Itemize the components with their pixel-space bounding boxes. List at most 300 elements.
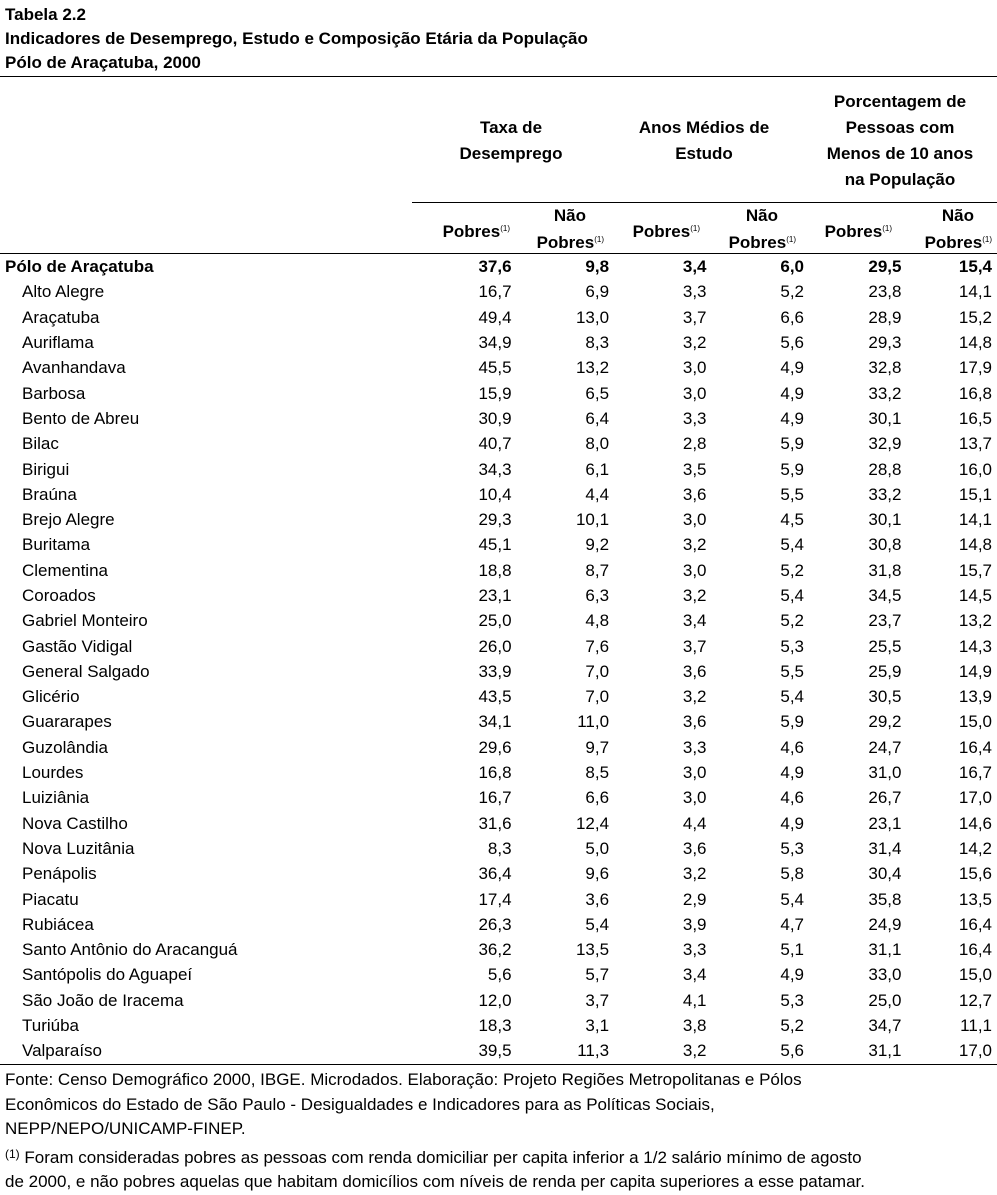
value-cell: 5,1 <box>780 940 804 960</box>
table-row <box>0 684 997 709</box>
value-cell: 3,2 <box>682 864 707 884</box>
footnote-line-2: de 2000, e não pobres aquelas que habitam domicílios com níveis de renda per capita superiores a esse patamar. <box>5 1172 865 1191</box>
subheader-nonpoor-2-line-1: Não <box>745 206 778 225</box>
value-cell: 34,9 <box>478 333 512 353</box>
table-row <box>0 785 997 810</box>
value-cell: 3,7 <box>682 636 707 656</box>
municipality-name: Bento de Abreu <box>22 408 140 428</box>
value-cell: 24,7 <box>868 737 902 757</box>
value-cell: 11,0 <box>577 712 610 732</box>
municipality-name: Lourdes <box>22 763 84 783</box>
value-cell: 3,4 <box>682 965 707 985</box>
municipality-name: Bilac <box>22 434 59 454</box>
value-cell: 15,2 <box>958 307 992 327</box>
value-cell: 3,2 <box>682 687 707 707</box>
subheader-nonpoor-1-line-1: Não <box>553 206 586 225</box>
table-row <box>0 988 997 1013</box>
source-line-1: Fonte: Censo Demográfico 2000, IBGE. Microdados. Elaboração: Projeto Regiões Metropolitanas e Pólos <box>5 1070 802 1089</box>
table-row <box>0 456 997 481</box>
subheader-nonpoor-3-line-2: Pobres <box>924 233 983 252</box>
header-under-ten-line-2: Pessoas com <box>845 118 955 137</box>
value-cell: 16,0 <box>958 459 992 479</box>
value-cell: 25,0 <box>868 990 902 1010</box>
value-cell: 7,6 <box>585 636 610 656</box>
municipality-name: Turiúba <box>22 1016 80 1036</box>
table-row <box>0 406 997 431</box>
value-cell: 28,9 <box>868 307 902 327</box>
value-cell: 5,6 <box>780 333 804 353</box>
municipality-name: Barbosa <box>22 383 86 403</box>
value-cell: 3,0 <box>682 560 707 580</box>
value-cell: 5,5 <box>780 661 804 681</box>
value-cell: 29,6 <box>478 737 512 757</box>
municipality-name: Braúna <box>22 484 77 504</box>
value-cell: 3,6 <box>682 712 707 732</box>
value-cell: 34,7 <box>868 1016 902 1036</box>
municipality-name: São João de Iracema <box>22 990 184 1010</box>
municipality-name: Alto Alegre <box>22 282 105 302</box>
value-cell: 30,8 <box>868 535 902 555</box>
value-cell: 5,2 <box>780 1016 804 1036</box>
table-footer <box>5 1068 865 1195</box>
municipality-name: Santópolis do Aguapeí <box>22 965 193 985</box>
table-row <box>0 811 997 836</box>
value-cell: 9,2 <box>585 535 610 555</box>
footnote-mark: (1) <box>982 235 992 244</box>
value-cell: 8,0 <box>585 434 610 454</box>
value-cell: 5,9 <box>780 434 804 454</box>
value-cell: 7,0 <box>585 687 610 707</box>
value-cell: 16,7 <box>478 282 512 302</box>
value-cell: 45,5 <box>478 358 512 378</box>
municipality-name: Valparaíso <box>22 1041 103 1061</box>
municipality-name: Birigui <box>22 459 70 479</box>
value-cell: 5,7 <box>585 965 610 985</box>
table-row <box>0 861 997 886</box>
footnote-line-1 <box>5 1142 865 1171</box>
value-cell: 9,7 <box>585 737 610 757</box>
municipality-name: Brejo Alegre <box>22 510 115 530</box>
value-cell: 5,4 <box>780 687 804 707</box>
header-under-ten <box>806 89 994 193</box>
value-cell: 5,5 <box>780 484 804 504</box>
value-cell: 16,5 <box>958 408 992 428</box>
value-cell: 16,7 <box>478 788 512 808</box>
table-row <box>0 558 997 583</box>
value-cell: 34,1 <box>478 712 512 732</box>
value-cell: 39,5 <box>478 1041 512 1061</box>
table-row <box>0 507 997 532</box>
value-cell: 3,0 <box>682 763 707 783</box>
table-row <box>0 1038 997 1063</box>
value-cell: 3,8 <box>682 1016 707 1036</box>
table-row <box>0 633 997 658</box>
value-cell: 4,8 <box>585 611 610 631</box>
value-cell: 31,1 <box>868 1041 902 1061</box>
table-row <box>0 709 997 734</box>
value-cell: 33,9 <box>478 661 512 681</box>
value-cell: 4,4 <box>682 813 707 833</box>
footnote-mark: (1) <box>500 224 510 233</box>
value-cell: 3,2 <box>682 1041 707 1061</box>
value-cell: 14,5 <box>958 586 992 605</box>
table-row <box>0 305 997 330</box>
value-cell: 5,2 <box>780 560 804 580</box>
table-row <box>0 659 997 684</box>
value-cell: 6,3 <box>585 586 610 605</box>
municipality-name: Pólo de Araçatuba <box>5 257 154 277</box>
value-cell: 4,9 <box>780 965 804 985</box>
value-cell: 4,9 <box>780 358 804 378</box>
value-cell: 3,0 <box>682 788 707 808</box>
header-under-ten-line-3: Menos de 10 anos <box>826 144 974 163</box>
header-unemployment <box>418 115 604 167</box>
municipality-name: Nova Luzitânia <box>22 838 135 858</box>
source-line-3: NEPP/NEPO/UNICAMP-FINEP. <box>5 1119 246 1138</box>
table-row <box>0 912 997 937</box>
value-cell: 17,9 <box>958 358 992 378</box>
value-cell: 13,9 <box>958 687 992 707</box>
value-cell: 14,8 <box>958 535 992 555</box>
data-table <box>0 254 997 1064</box>
data-table-body <box>0 254 997 1064</box>
header-unemployment-line-2: Desemprego <box>459 144 563 163</box>
value-cell: 16,8 <box>958 383 992 403</box>
value-cell: 3,1 <box>585 1016 610 1036</box>
value-cell: 3,3 <box>682 940 707 960</box>
value-cell: 4,9 <box>780 813 804 833</box>
value-cell: 16,4 <box>958 914 992 934</box>
group-header-rule <box>412 202 997 203</box>
table-bottom-rule <box>0 1064 997 1065</box>
value-cell: 6,4 <box>585 408 610 428</box>
table-row <box>0 482 997 507</box>
value-cell: 3,2 <box>682 586 707 605</box>
value-cell: 6,6 <box>780 307 804 327</box>
value-cell: 15,1 <box>958 484 992 504</box>
value-cell: 15,4 <box>958 257 992 277</box>
municipality-name: Clementina <box>22 560 108 580</box>
municipality-name: Santo Antônio do Aracanguá <box>22 940 238 960</box>
value-cell: 3,5 <box>682 459 707 479</box>
value-cell: 31,1 <box>868 940 902 960</box>
value-cell: 2,8 <box>682 434 707 454</box>
value-cell: 30,1 <box>868 510 902 530</box>
value-cell: 33,0 <box>868 965 902 985</box>
value-cell: 12,0 <box>478 990 512 1010</box>
title-line-1: Tabela 2.2 <box>5 5 86 24</box>
value-cell: 28,8 <box>868 459 902 479</box>
value-cell: 26,3 <box>478 914 512 934</box>
value-cell: 8,7 <box>585 560 610 580</box>
value-cell: 30,4 <box>868 864 902 884</box>
value-cell: 3,4 <box>682 611 707 631</box>
municipality-name: Luiziânia <box>22 788 90 808</box>
value-cell: 5,6 <box>780 1041 804 1061</box>
value-cell: 32,8 <box>868 358 902 378</box>
value-cell: 4,6 <box>780 737 804 757</box>
value-cell: 5,6 <box>487 965 512 985</box>
header-schooling-line-2: Estudo <box>675 144 733 163</box>
value-cell: 14,2 <box>958 838 992 858</box>
value-cell: 9,6 <box>585 864 610 884</box>
value-cell: 26,0 <box>478 636 512 656</box>
value-cell: 13,2 <box>958 611 992 631</box>
table-row <box>0 760 997 785</box>
municipality-name: Gastão Vidigal <box>22 636 133 656</box>
value-cell: 3,0 <box>682 510 707 530</box>
value-cell: 15,7 <box>958 560 992 580</box>
subheader-nonpoor-3 <box>898 204 992 255</box>
value-cell: 15,9 <box>478 383 512 403</box>
municipality-name: Guararapes <box>22 712 112 732</box>
value-cell: 5,2 <box>780 611 804 631</box>
value-cell: 5,3 <box>780 636 804 656</box>
subheader-nonpoor-1-line-2: Pobres <box>536 233 595 252</box>
top-rule <box>0 76 997 77</box>
header-schooling <box>614 115 794 167</box>
value-cell: 3,3 <box>682 282 707 302</box>
table-row <box>0 836 997 861</box>
footnote-mark: (1) <box>882 224 892 233</box>
value-cell: 43,5 <box>478 687 512 707</box>
value-cell: 4,9 <box>780 383 804 403</box>
value-cell: 29,5 <box>868 257 902 277</box>
header-under-ten-line-1: Porcentagem de <box>833 92 967 111</box>
footnote-mark: (1) <box>786 235 796 244</box>
value-cell: 15,0 <box>958 965 992 985</box>
subheader-nonpoor-2-line-2: Pobres <box>728 233 787 252</box>
value-cell: 40,7 <box>478 434 512 454</box>
value-cell: 3,2 <box>682 535 707 555</box>
value-cell: 23,7 <box>868 611 902 631</box>
value-cell: 31,6 <box>478 813 512 833</box>
subheader-poor-2-label: Pobres <box>632 222 691 241</box>
table-row <box>0 608 997 633</box>
municipality-name: Auriflama <box>22 333 94 353</box>
table-row <box>0 532 997 557</box>
municipality-name: Piacatu <box>22 889 79 909</box>
footnote-mark: (1) <box>690 224 700 233</box>
value-cell: 8,5 <box>585 763 610 783</box>
value-cell: 5,0 <box>585 838 610 858</box>
value-cell: 37,6 <box>478 257 512 277</box>
value-cell: 36,4 <box>478 864 512 884</box>
table-row <box>0 583 997 608</box>
value-cell: 3,3 <box>682 737 707 757</box>
value-cell: 33,2 <box>868 383 902 403</box>
municipality-name: Avanhandava <box>22 358 126 378</box>
value-cell: 34,3 <box>478 459 512 479</box>
value-cell: 29,2 <box>868 712 902 732</box>
municipality-name: Araçatuba <box>22 307 100 327</box>
value-cell: 14,6 <box>958 813 992 833</box>
value-cell: 25,9 <box>868 661 902 681</box>
value-cell: 8,3 <box>487 838 512 858</box>
value-cell: 31,8 <box>868 560 902 580</box>
value-cell: 34,5 <box>868 586 902 605</box>
municipality-name: Guzolândia <box>22 737 109 757</box>
municipality-name: Glicério <box>22 687 80 707</box>
value-cell: 30,9 <box>478 408 512 428</box>
value-cell: 14,9 <box>958 661 992 681</box>
value-cell: 3,6 <box>682 838 707 858</box>
value-cell: 3,6 <box>682 661 707 681</box>
value-cell: 36,2 <box>478 940 512 960</box>
municipality-name: Nova Castilho <box>22 813 128 833</box>
value-cell: 25,0 <box>478 611 512 631</box>
value-cell: 16,4 <box>958 737 992 757</box>
value-cell: 16,8 <box>478 763 512 783</box>
value-cell: 3,7 <box>682 307 707 327</box>
value-cell: 6,5 <box>585 383 610 403</box>
source-line-2: Econômicos do Estado de São Paulo - Desigualdades e Indicadores para as Políticas Sociais, <box>5 1094 715 1114</box>
value-cell: 17,0 <box>958 1041 992 1061</box>
table-row <box>0 431 997 456</box>
value-cell: 32,9 <box>868 434 902 454</box>
value-cell: 6,9 <box>585 282 610 302</box>
subheader-poor-1 <box>418 217 510 244</box>
value-cell: 29,3 <box>478 510 512 530</box>
value-cell: 14,1 <box>958 510 992 530</box>
municipality-name: Penápolis <box>22 864 97 884</box>
value-cell: 23,1 <box>868 813 902 833</box>
value-cell: 3,6 <box>585 889 610 909</box>
header-schooling-line-1: Anos Médios de <box>638 118 770 137</box>
value-cell: 3,2 <box>682 333 707 353</box>
total-row <box>0 254 997 279</box>
value-cell: 5,4 <box>780 535 804 555</box>
value-cell: 5,3 <box>780 838 804 858</box>
value-cell: 23,8 <box>868 282 902 302</box>
value-cell: 18,3 <box>478 1016 512 1036</box>
value-cell: 9,8 <box>585 257 610 277</box>
value-cell: 10,1 <box>575 510 610 530</box>
value-cell: 10,4 <box>478 484 512 504</box>
value-cell: 45,1 <box>478 535 512 555</box>
value-cell: 8,3 <box>585 333 610 353</box>
value-cell: 5,3 <box>780 990 804 1010</box>
header-unemployment-line-1: Taxa de <box>479 118 543 137</box>
municipality-name: Coroados <box>22 586 96 605</box>
table-row <box>0 962 997 987</box>
value-cell: 13,5 <box>958 889 992 909</box>
subheader-poor-1-label: Pobres <box>442 222 501 241</box>
value-cell: 4,9 <box>780 408 804 428</box>
value-cell: 31,4 <box>868 838 902 858</box>
value-cell: 15,0 <box>958 712 992 732</box>
subheader-poor-2 <box>608 217 700 244</box>
municipality-name: Buritama <box>22 535 91 555</box>
value-cell: 18,8 <box>478 560 512 580</box>
table-row <box>0 355 997 380</box>
value-cell: 3,0 <box>682 358 707 378</box>
value-cell: 4,9 <box>780 763 804 783</box>
value-cell: 30,1 <box>868 408 902 428</box>
table-row <box>0 735 997 760</box>
table-title <box>5 3 588 75</box>
value-cell: 5,4 <box>780 586 804 605</box>
value-cell: 5,9 <box>780 712 804 732</box>
value-cell: 15,6 <box>958 864 992 884</box>
value-cell: 2,9 <box>682 889 707 909</box>
value-cell: 4,5 <box>780 510 804 530</box>
table-row <box>0 380 997 405</box>
value-cell: 12,4 <box>575 813 610 833</box>
municipality-name: Rubiácea <box>22 914 94 934</box>
value-cell: 29,3 <box>868 333 902 353</box>
value-cell: 17,4 <box>478 889 512 909</box>
table-row <box>0 279 997 304</box>
value-cell: 4,6 <box>780 788 804 808</box>
value-cell: 7,0 <box>585 661 610 681</box>
value-cell: 13,7 <box>958 434 992 454</box>
value-cell: 26,7 <box>868 788 902 808</box>
value-cell: 4,1 <box>682 990 707 1010</box>
title-line-3: Pólo de Araçatuba, 2000 <box>5 53 201 72</box>
value-cell: 16,7 <box>958 763 992 783</box>
subheader-poor-3-label: Pobres <box>824 222 883 241</box>
value-cell: 3,0 <box>682 383 707 403</box>
header-under-ten-line-4: na População <box>844 170 956 189</box>
value-cell: 6,1 <box>585 459 610 479</box>
municipality-name: General Salgado <box>22 661 150 681</box>
value-cell: 6,0 <box>780 257 804 277</box>
value-cell: 14,8 <box>958 333 992 353</box>
value-cell: 33,2 <box>868 484 902 504</box>
value-cell: 3,3 <box>682 408 707 428</box>
table-row <box>0 1013 997 1038</box>
value-cell: 3,7 <box>585 990 610 1010</box>
value-cell: 14,1 <box>958 282 992 302</box>
value-cell: 25,5 <box>868 636 902 656</box>
value-cell: 13,0 <box>575 307 610 327</box>
footnote-text-1: Foram consideradas pobres as pessoas com renda domiciliar per capita inferior a 1/2 salário mínimo de agosto <box>19 1147 862 1167</box>
value-cell: 23,1 <box>478 586 512 605</box>
value-cell: 30,5 <box>868 687 902 707</box>
value-cell: 5,2 <box>780 282 804 302</box>
value-cell: 12,7 <box>958 990 992 1010</box>
table-row <box>0 330 997 355</box>
value-cell: 4,4 <box>585 484 610 504</box>
title-line-2: Indicadores de Desemprego, Estudo e Composição Etária da População <box>5 29 588 48</box>
footnote-mark: (1) <box>5 1146 20 1161</box>
subheader-nonpoor-1 <box>512 204 604 255</box>
value-cell: 3,6 <box>682 484 707 504</box>
value-cell: 11,1 <box>960 1016 992 1036</box>
value-cell: 13,5 <box>575 940 610 960</box>
table-row <box>0 937 997 962</box>
subheader-nonpoor-3-line-1: Não <box>941 206 974 225</box>
value-cell: 11,3 <box>577 1041 610 1061</box>
footnote-mark: (1) <box>594 235 604 244</box>
subheader-poor-3 <box>800 217 892 244</box>
value-cell: 35,8 <box>868 889 902 909</box>
subheader-nonpoor-2 <box>704 204 796 255</box>
value-cell: 24,9 <box>868 914 902 934</box>
value-cell: 49,4 <box>478 307 512 327</box>
value-cell: 5,9 <box>780 459 804 479</box>
municipality-name: Gabriel Monteiro <box>22 611 148 631</box>
value-cell: 14,3 <box>958 636 992 656</box>
value-cell: 3,9 <box>682 914 707 934</box>
value-cell: 13,2 <box>575 358 610 378</box>
value-cell: 5,8 <box>780 864 804 884</box>
value-cell: 31,0 <box>868 763 902 783</box>
value-cell: 17,0 <box>958 788 992 808</box>
value-cell: 5,4 <box>585 914 610 934</box>
value-cell: 16,4 <box>958 940 992 960</box>
